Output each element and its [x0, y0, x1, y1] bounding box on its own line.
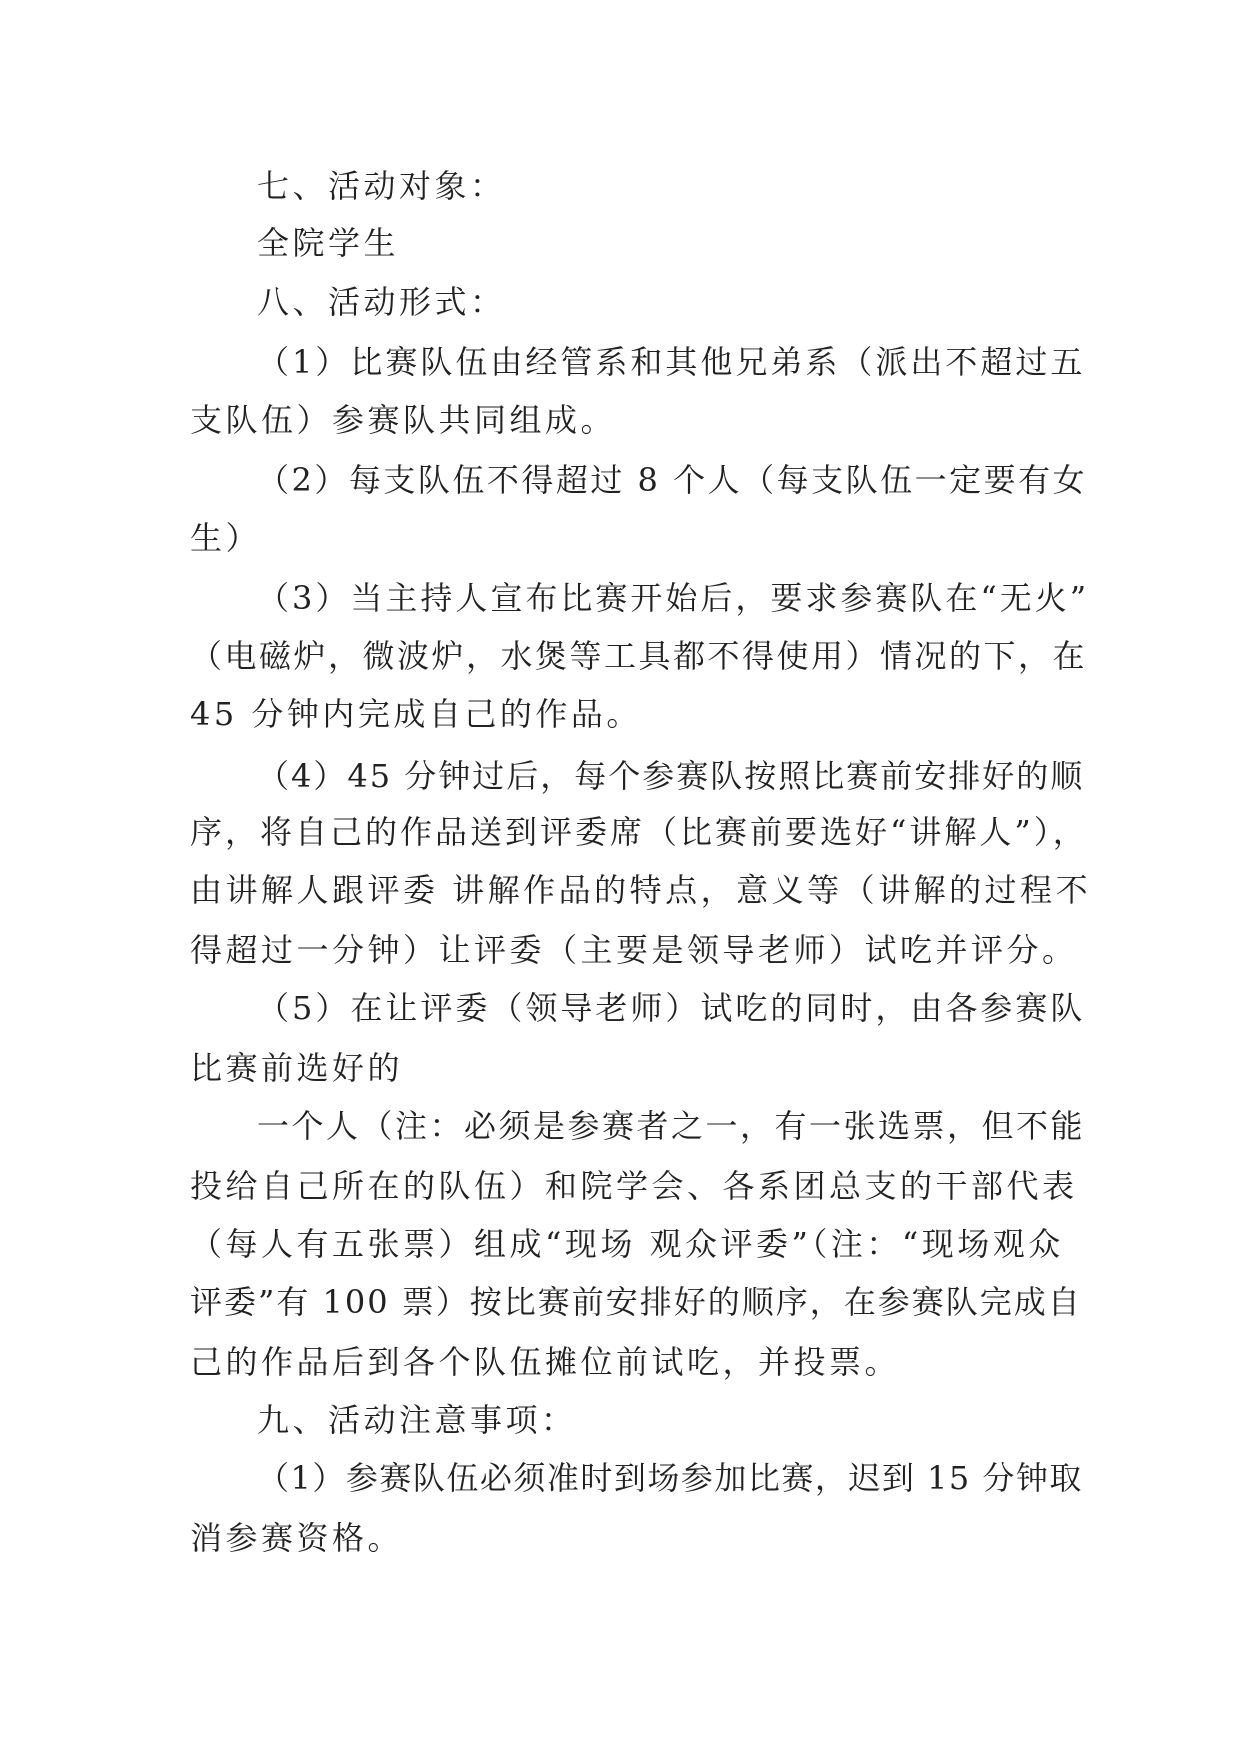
paragraph-line: 得超过一分钟）让评委（主要是领导老师）试吃并评分。 — [190, 931, 1078, 969]
heading-notes: 九、活动注意事项： — [257, 1401, 577, 1439]
paragraph-line: （1）比赛队伍由经管系和其他兄弟系（派出不超过五 — [257, 343, 1086, 381]
paragraph-line: 比赛前选好的 — [190, 1049, 404, 1087]
paragraph-line: 投给自己所在的队伍）和院学会、各系团总支的干部代表 — [190, 1167, 1078, 1205]
paragraph-line: （4）45 分钟过后，每个参赛队按照比赛前安排好的顺 — [257, 757, 1085, 795]
paragraph-line: （每人有五张票）组成“现场 观众评委”（注：“现场观众 — [190, 1225, 1064, 1263]
heading-activity-target: 七、活动对象： — [257, 167, 506, 205]
paragraph-line: 消参赛资格。 — [190, 1519, 404, 1557]
paragraph-line: 序，将自己的作品送到评委席（比赛前要选好“讲解人”）， — [190, 813, 1088, 851]
paragraph-line: 己的作品后到各个队伍摊位前试吃，并投票。 — [190, 1343, 901, 1381]
paragraph-line: 45 分钟内完成自己的作品。 — [190, 695, 642, 733]
paragraph-line: （电磁炉，微波炉，水煲等工具都不得使用）情况的下，在 — [190, 637, 1088, 675]
paragraph-line: （5）在让评委（领导老师）试吃的同时，由各参赛队 — [257, 989, 1086, 1027]
paragraph-line: 生） — [190, 519, 262, 557]
paragraph-line: 评委”有 100 票）按比赛前安排好的顺序，在参赛队完成自 — [190, 1283, 1082, 1321]
paragraph-line: 由讲解人跟评委 讲解作品的特点，意义等（讲解的过程不 — [190, 871, 1092, 909]
paragraph-line: （3）当主持人宣布比赛开始后，要求参赛队在“无火” — [257, 579, 1090, 617]
heading-activity-form: 八、活动形式： — [257, 283, 506, 321]
paragraph-line: 一个人（注：必须是参赛者之一，有一张选票，但不能 — [257, 1107, 1086, 1145]
paragraph-line: 全院学生 — [257, 224, 400, 262]
paragraph-line: （2）每支队伍不得超过 8 个人（每支队伍一定要有女 — [257, 461, 1088, 499]
paragraph-line: （1）参赛队伍必须准时到场参加比赛，迟到 15 分钟取 — [257, 1459, 1083, 1497]
paragraph-line: 支队伍）参赛队共同组成。 — [190, 401, 617, 439]
